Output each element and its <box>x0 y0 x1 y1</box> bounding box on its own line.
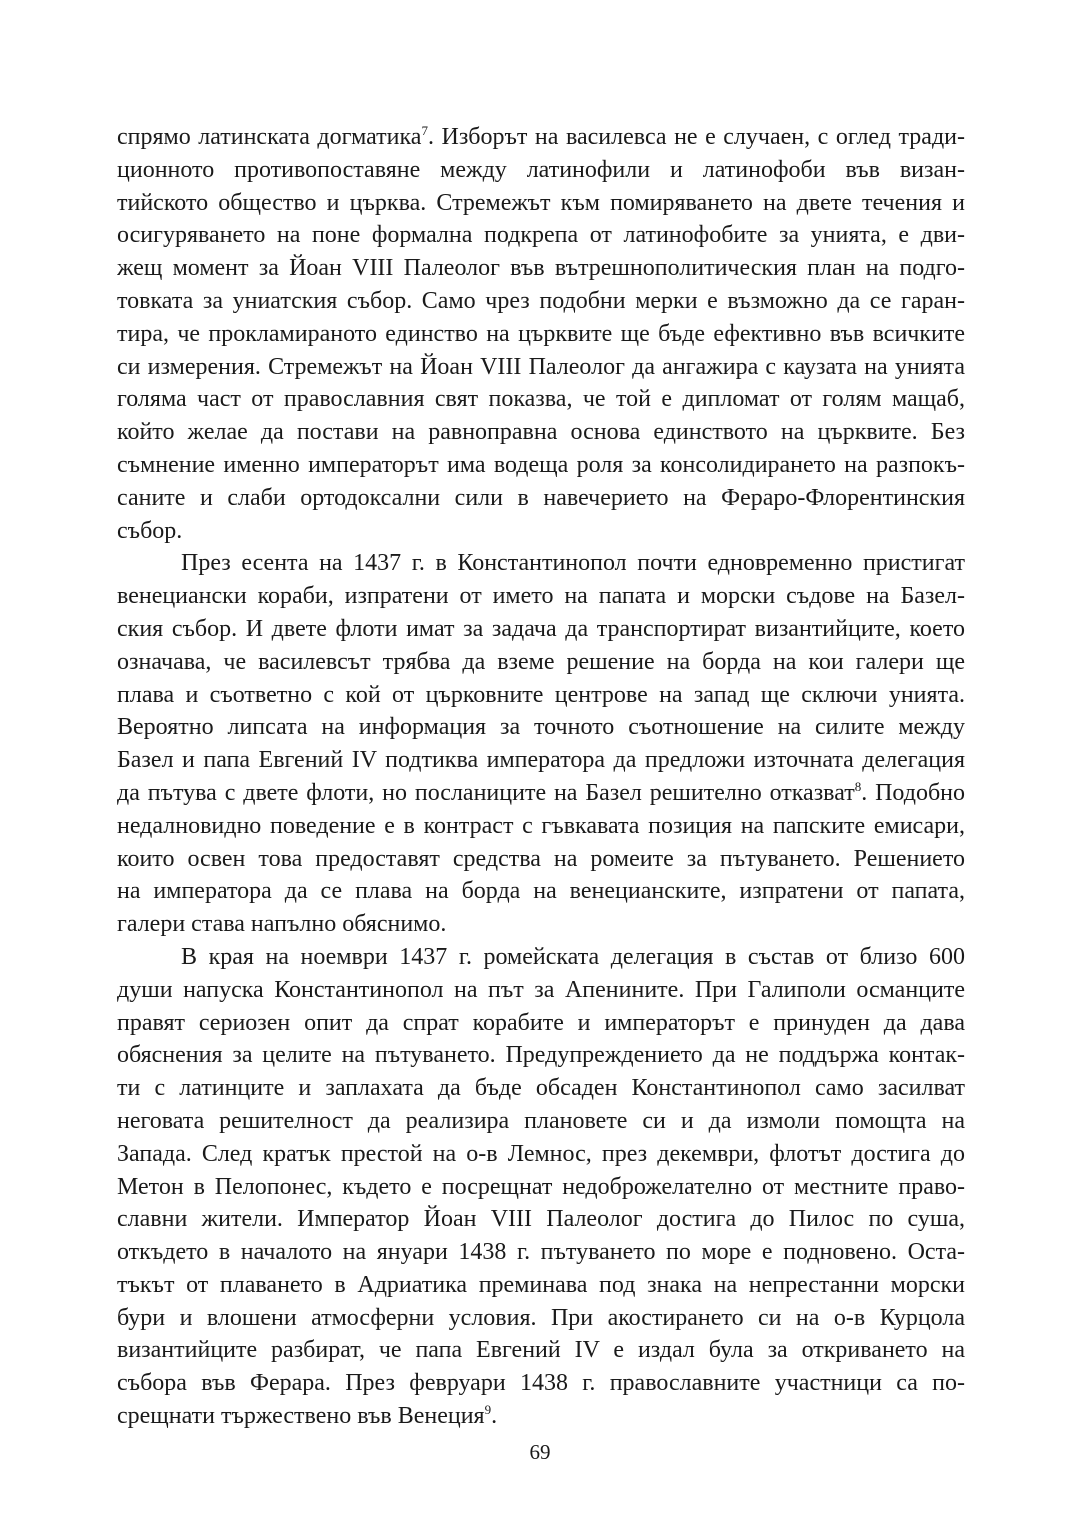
text-line: В края на ноември 1437 г. ромейската делегация в състав от близо 600 <box>181 943 965 970</box>
text-line: обяснения за целите на пътуването. Предупреждението да не поддържа контак- <box>117 1042 965 1069</box>
text-line: спрямо латинската догматика$^7$. Изборът на василевса не е случаен, с оглед тради- <box>117 123 965 150</box>
text-line: славни жители. Император Йоан VIII Палеолог достига до Пилос по суша, <box>117 1206 965 1233</box>
text-line: тира, че прокламираното единство на църквите ще бъде ефективно във всичките <box>117 320 965 347</box>
paragraph-1 <box>117 121 965 547</box>
text-line: товката за униатския събор. Само чрез подобни мерки е възможно да се гаран- <box>117 287 965 314</box>
text-line: си измерения. Стремежът на Йоан VIII Палеолог да ангажира с каузата на унията <box>117 353 965 380</box>
text-line: които освен това предоставят средства на ромеите за пътуването. Решението <box>117 845 965 872</box>
text-line: византийците разбират, че папа Евгений IV е издал була за откриването на <box>117 1337 965 1364</box>
text-line: правят сериозен опит да спрат корабите и императорът е принуден да дава <box>117 1009 965 1036</box>
footnote-marker-9: 9 <box>484 1402 492 1418</box>
text-line: недалновидно поведение е в контраст с гъвкавата позиция на папските емисари, <box>117 812 965 839</box>
text-line: означава, че василевсът трябва да вземе решение на борда на кои галери ще <box>117 648 965 675</box>
text-line: бури и влошени атмосферни условия. При акостирането си на о-в Курцола <box>117 1304 965 1331</box>
text-line: тъкът от плаването в Адриатика преминава под знака на непрестанни морски <box>117 1271 965 1298</box>
text-line: откъдето в началото на януари 1438 г. пътуването по море е подновено. Оста- <box>117 1239 965 1266</box>
text-line: събора във Ферара. През февруари 1438 г. православните участници са по- <box>117 1370 965 1397</box>
paragraph-3 <box>117 941 965 1433</box>
text-line: да пътува с двете флоти, но посланиците на Базел решително отказват$^8$. Подобно <box>117 778 965 806</box>
footnote-marker-7: 7 <box>421 123 428 138</box>
text-line: Метон в Пелопонес, където е посрещнат недоброжелателно от местните право- <box>117 1173 965 1200</box>
text-line: ския събор. И двете флоти имат за задача да транспортират византийците, което <box>117 615 965 642</box>
text-line: жещ момент за Йоан VIII Палеолог във вътрешнополитическия план на подго- <box>117 255 965 282</box>
body-text <box>117 121 965 1433</box>
text-line: венециански кораби, изпратени от името на папата и морски съдове на Базел- <box>117 583 965 610</box>
text-line: души напуска Константинопол на път за Апенините. При Галиполи османците <box>117 976 965 1003</box>
page-number: 69 <box>529 1440 551 1464</box>
text-line: тийското общество и църква. Стремежът към помиряването на двете течения и <box>117 189 965 216</box>
text-line: саните и слаби ортодоксални сили в навечерието на Фераро-Флорентинския <box>117 484 965 511</box>
text-line: През есента на 1437 г. в Константинопол почти едновременно пристигат <box>181 550 965 577</box>
text-line: галери става напълно обяснимо. <box>117 911 447 938</box>
text-line: Запада. След кратък престой на о-в Лемнос, през декември, флотът достига до <box>117 1140 965 1167</box>
text-line: ционното противопоставяне между латинофили и латинофоби във визан- <box>117 156 965 183</box>
text-line: плава и съответно с кой от църковните центрове на запад ще сключи унията. <box>117 681 965 708</box>
text-line: голяма част от православния свят показва, че той е дипломат от голям мащаб, <box>117 386 965 413</box>
text-line: ти с латинците и заплахата да бъде обсаден Константинопол само засилват <box>117 1075 965 1102</box>
text-line: Базел и папа Евгений IV подтиква императора да предложи източната делегация <box>117 747 965 774</box>
text-line: срещнати тържествено във Венеция$^9$. <box>117 1402 498 1430</box>
footnote-marker-8: 8 <box>854 778 862 794</box>
text-line: Вероятно липсата на информация за точното съотношение на силите между <box>117 714 965 741</box>
text-line: който желае да постави на равноправна основа единството на църквите. Без <box>117 419 965 446</box>
text-line: съмнение именно императорът има водеща роля за консолидирането на разпокъ- <box>117 451 965 478</box>
text-line: неговата решителност да реализира плановете си и да измоли помощта на <box>117 1107 965 1134</box>
text-line: на императора да се плава на борда на венецианските, изпратени от папата, <box>117 878 965 905</box>
text-line: осигуряването на поне формална подкрепа от латинофобите за унията, е дви- <box>117 222 965 249</box>
paragraph-2 <box>117 547 965 941</box>
text-line: събор. <box>117 517 183 544</box>
